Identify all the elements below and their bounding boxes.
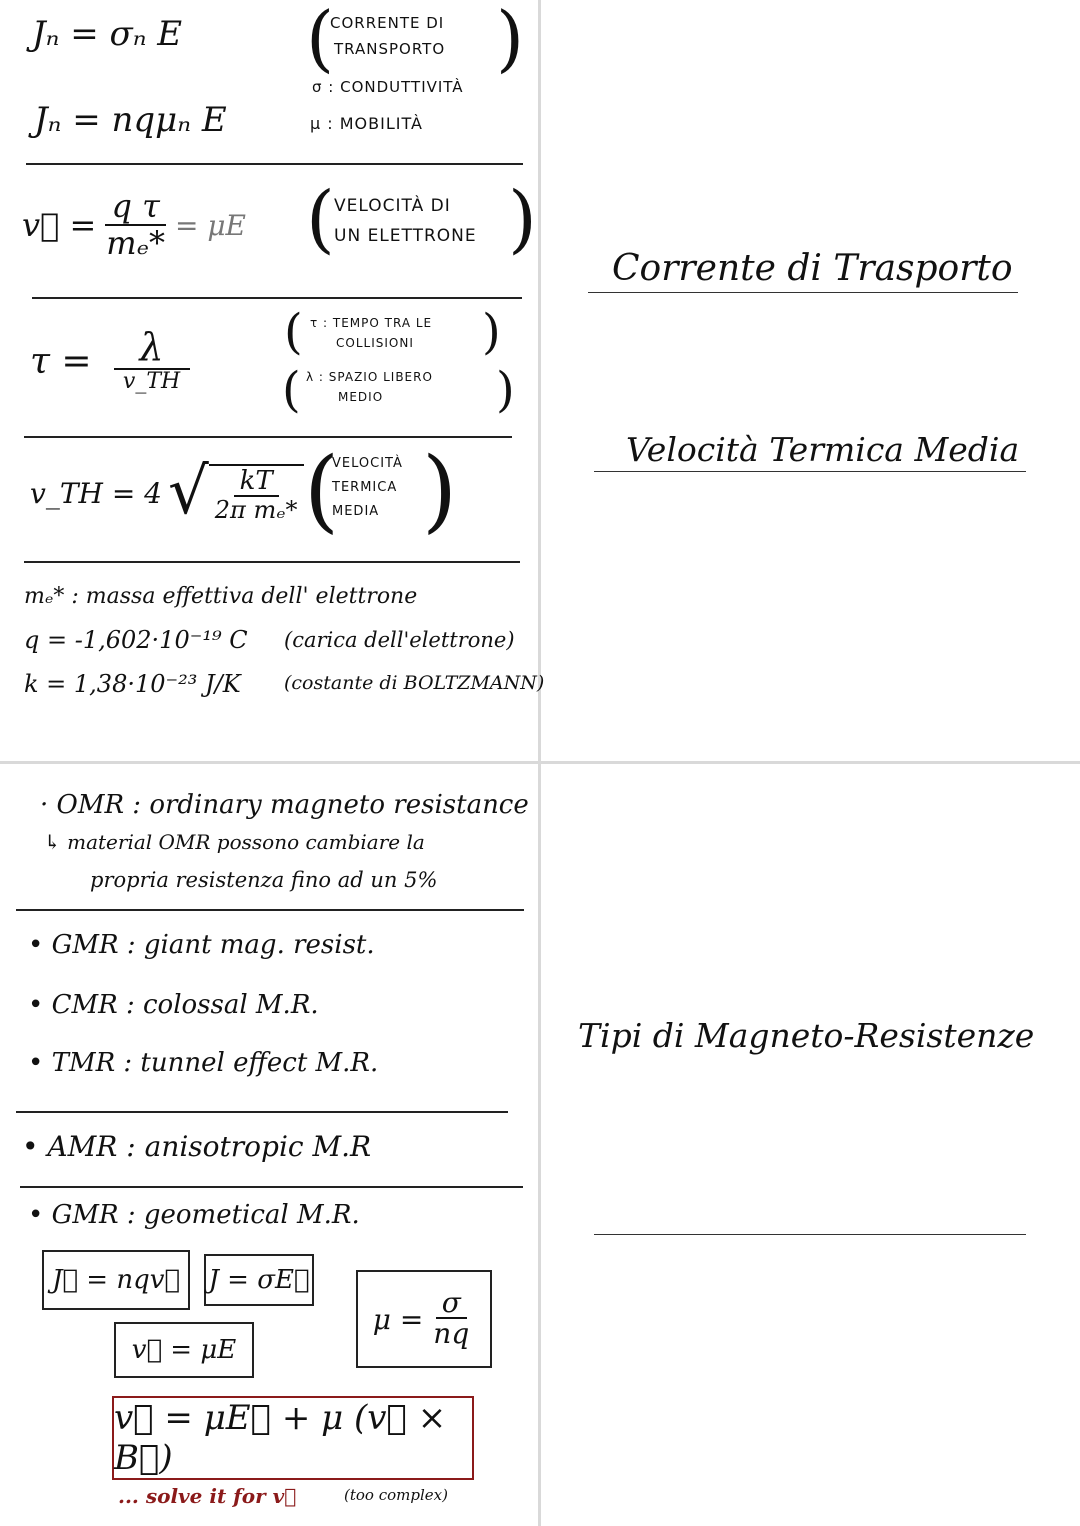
equation-jn-sigma: Jₙ = σₙ E: [32, 14, 183, 54]
note-transport-line2: TRANSPORTO: [334, 40, 446, 58]
rule-6: [16, 1111, 508, 1113]
rule-5: [16, 909, 524, 911]
cmr-colossal: • CMR : colossal M.R.: [28, 990, 319, 1020]
note-tau-line1: τ : TEMPO TRA LE: [310, 316, 433, 330]
tau-fraction: [114, 325, 190, 394]
definition-charge-note: (carica dell'elettrone): [284, 628, 515, 652]
paren-open: (: [282, 362, 301, 418]
box-current-density: J⃗ = nqv⃗: [42, 1250, 190, 1310]
paren-close: ): [496, 0, 525, 80]
radical-sign: √: [168, 455, 209, 529]
paren-close: ): [508, 176, 537, 262]
note-thermal-line3: MEDIA: [332, 504, 380, 519]
title-thermal-velocity: Velocità Termica Media: [626, 430, 1020, 469]
thermal-velocity-denominator: 2π mₑ*: [214, 496, 298, 525]
title-magnetoresistance-types: Tipi di Magneto-Resistenze: [578, 1016, 1035, 1055]
thermal-velocity-fraction: [209, 468, 304, 524]
sqrt-symbol: [168, 455, 304, 529]
paren-close: ): [422, 438, 458, 543]
note-velocity-line2: UN ELETTRONE: [334, 226, 477, 246]
note-mu: μ : MOBILITÀ: [310, 114, 423, 133]
omr-line1: · OMR : ordinary magneto resistance: [40, 790, 529, 820]
velocity-lhs: v⃗ =: [22, 206, 97, 245]
paren-open: (: [304, 438, 340, 543]
paren-close: ): [496, 362, 515, 418]
mobility-fraction: [427, 1285, 475, 1351]
box-mobility: [356, 1270, 492, 1368]
velocity-rhs: = μE: [175, 208, 246, 242]
note-thermal-line2: TERMICA: [332, 480, 398, 495]
note-transport-line1: CORRENTE DI: [330, 14, 445, 32]
thermal-velocity-lhs: v_TH = 4: [30, 477, 162, 511]
definition-effective-mass: mₑ* : massa effettiva dell' elettrone: [24, 584, 418, 609]
equation-tau: [30, 325, 190, 394]
mobility-lhs: μ =: [372, 1302, 424, 1336]
rule-7: [20, 1186, 523, 1188]
paren-open: (: [306, 0, 335, 80]
title-transport-current: Corrente di Trasporto: [612, 248, 1013, 289]
note-tau-line2: COLLISIONI: [336, 336, 414, 350]
tmr-tunnel: • TMR : tunnel effect M.R.: [28, 1048, 379, 1078]
tau-denominator: v_TH: [122, 368, 181, 394]
note-thermal-line1: VELOCITÀ: [332, 456, 403, 471]
amr-anisotropic: • AMR : anisotropic M.R: [22, 1130, 372, 1163]
box-drift-velocity: v⃗ = μE: [114, 1322, 254, 1378]
paren-open: (: [284, 304, 303, 360]
note-sigma: σ : CONDUTTIVITÀ: [312, 78, 464, 96]
title-underline: [588, 292, 1018, 293]
rule-2: [32, 297, 522, 299]
note-lambda-line2: MEDIO: [338, 390, 384, 404]
omr-line2: ↳ material OMR possono cambiare la: [44, 830, 425, 854]
equation-velocity: [22, 187, 246, 262]
mobility-denominator: nq: [433, 1317, 470, 1351]
mobility-numerator: σ: [436, 1288, 467, 1319]
box-lorentz-velocity: v⃗ = μE⃗ + μ (v⃗ × B⃗): [112, 1396, 474, 1480]
velocity-denominator: mₑ*: [106, 223, 165, 262]
tau-numerator: λ: [114, 328, 190, 370]
velocity-numerator: q τ: [105, 190, 165, 226]
definition-charge: q = -1,602·10⁻¹⁹ C: [24, 626, 248, 654]
rule-1: [26, 163, 523, 165]
definition-boltzmann-note: (costante di BOLTZMANN): [284, 672, 545, 694]
radicand: [209, 464, 304, 524]
paren-close: ): [482, 304, 501, 360]
empty-underline: [594, 1234, 1026, 1235]
solve-note-complex: (too complex): [344, 1486, 448, 1504]
rule-4: [24, 561, 520, 563]
velocity-fraction: [100, 187, 171, 262]
gmr-giant: • GMR : giant mag. resist.: [28, 930, 375, 960]
paren-open: (: [306, 176, 335, 262]
equation-thermal-velocity: [30, 455, 304, 529]
title-underline: [594, 471, 1026, 472]
solve-note: ... solve it for v⃗: [118, 1484, 297, 1508]
tau-lhs: τ =: [30, 340, 92, 382]
equation-jn-mobility: Jₙ = nqμₙ E: [34, 100, 227, 140]
thermal-velocity-numerator: kT: [234, 468, 279, 497]
definition-boltzmann: k = 1,38·10⁻²³ J/K: [24, 670, 241, 698]
omr-line3: propria resistenza fino ad un 5%: [90, 868, 438, 892]
note-lambda-line1: λ : SPAZIO LIBERO: [306, 370, 433, 384]
box-ohm-law: J = σE⃗: [204, 1254, 314, 1306]
note-velocity-line1: VELOCITÀ DI: [334, 196, 451, 216]
horizontal-divider: [0, 761, 1080, 764]
gmr-geometrical: • GMR : geometical M.R.: [28, 1200, 360, 1230]
